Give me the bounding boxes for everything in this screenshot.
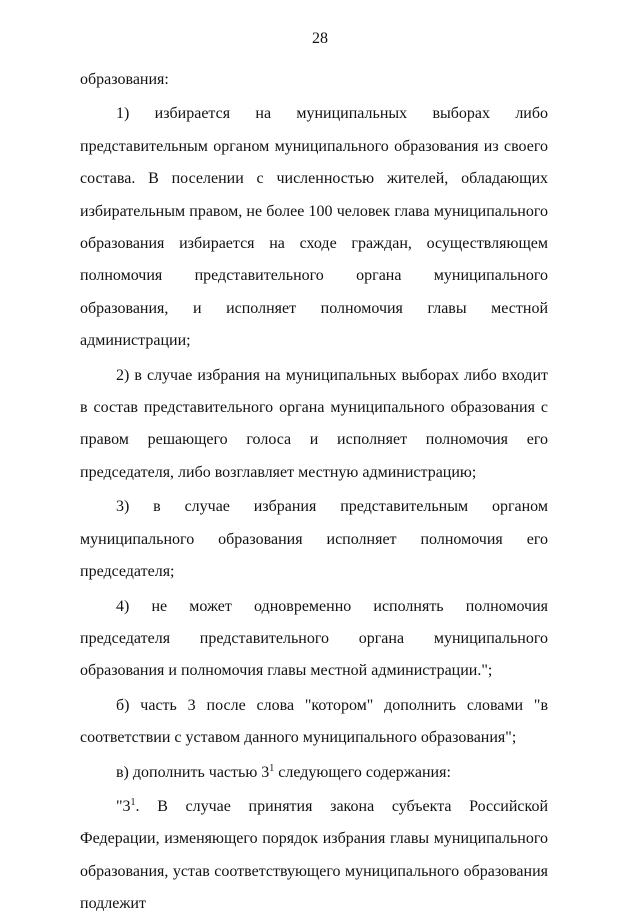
paragraph-item-3: 3) в случае избрания представительным органом муниципального образования исполняет полномочия его председателя; [80, 498, 548, 581]
paragraph-item-4: 4) не может одновременно исполнять полномочия председателя представительного органа муниципального образования и полномочия главы местной администрации."; [80, 597, 548, 680]
superscript-mark: 1 [130, 796, 136, 808]
page-number: 28 [312, 30, 328, 47]
paragraph-continuation: образования: [80, 71, 169, 88]
paragraph-part-3-1 [80, 791, 548, 921]
document-body [80, 64, 548, 921]
paragraph-item-v [80, 757, 548, 789]
paragraph-item-2: 2) в случае избрания на муниципальных выборах либо входит в состав представительного органа муниципального образования с правом решающего голоса и исполняет полномочия его председателя, либо возглавляет местную администрацию; [80, 366, 548, 481]
paragraph-item-1: 1) избирается на муниципальных выборах либо представительным органом муниципального образования из своего состава. В поселении с численностью жителей, обладающих избирательным правом, не более 100 человек глава муниципального образования избирается на сходе граждан, осуществляющем полномочия представительного органа муниципального образования, и исполняет полномочия главы местной администрации; [80, 105, 548, 350]
paragraph-item-b: б) часть 3 после слова "котором" дополнить словами "в соответствии с уставом данного муниципального образования"; [80, 696, 548, 747]
superscript-mark: 1 [269, 762, 275, 774]
paragraph-part-3-1-text: . В случае принятия закона субъекта Российской Федерации, изменяющего порядок избрания главы муниципального образования, устав соответствующего муниципального образования подлежит [80, 797, 548, 913]
paragraph-part-3-1-start: "3 [116, 797, 131, 815]
paragraph-item-v-end: следующего содержания: [274, 763, 451, 781]
paragraph-item-v-start: в) дополнить частью 3 [116, 763, 270, 781]
